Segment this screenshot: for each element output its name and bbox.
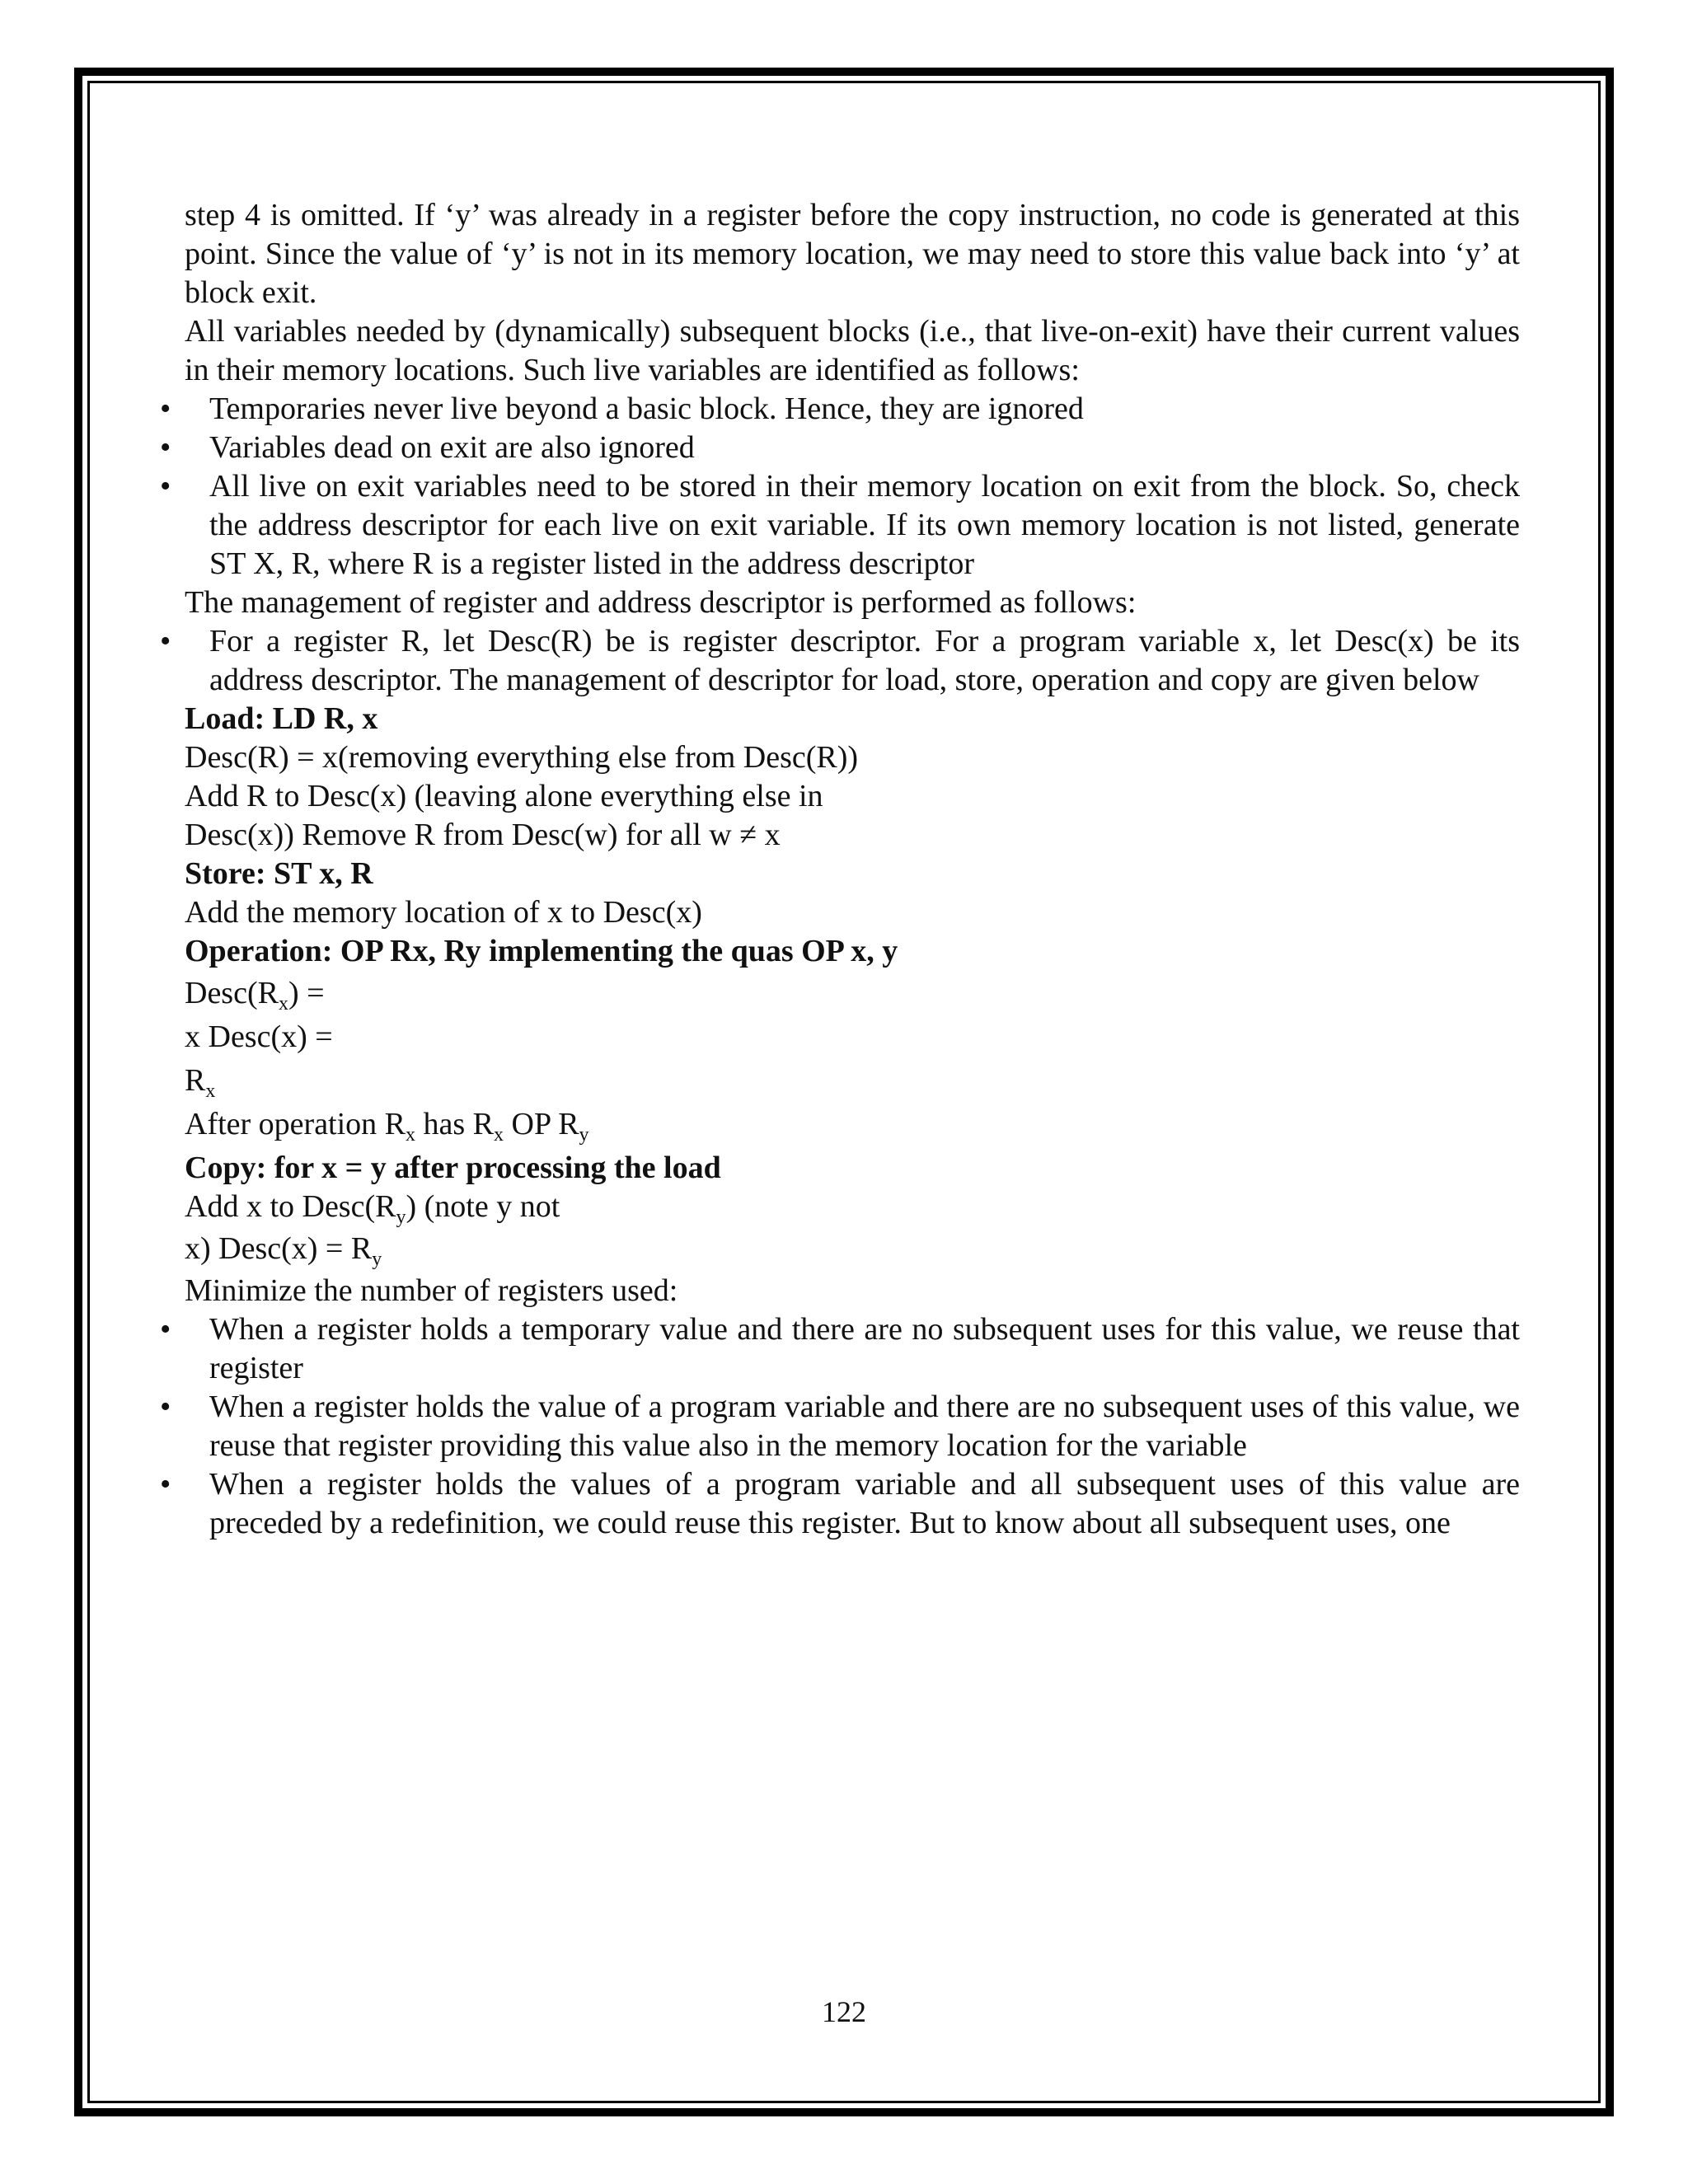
bullet-icon: •	[160, 1390, 171, 1424]
list-item	[160, 429, 1520, 467]
bullet-icon: •	[160, 624, 171, 658]
bullet-icon: •	[160, 1312, 171, 1347]
bullet-icon: •	[160, 469, 171, 504]
bullet-text: When a register holds the value of a program variable and there are no subsequent uses of this value, we reuse that register providing this value also in the memory location for the variable	[209, 1390, 1520, 1463]
paragraph-copy-note: step 4 is omitted. If ‘y’ was already in a register before the copy instruction, no code is generated at this point. Since the value of ‘y’ is not in its memory location, we may need to store this value back into ‘y’ at block exit.	[185, 198, 1520, 310]
store-heading: Store: ST x, R	[185, 856, 373, 891]
list-item	[160, 390, 1520, 429]
bullet-text: When a register holds the values of a program variable and all subsequent uses of this value are preceded by a redefinition, we could reuse this register. But to know about all subsequent uses, one	[209, 1467, 1520, 1540]
minimize-intro: Minimize the number of registers used:	[185, 1273, 678, 1308]
copy-heading: Copy: for x = y after processing the load	[185, 1151, 721, 1185]
list-item	[160, 467, 1520, 583]
operation-line: x Desc(x) =	[185, 1019, 333, 1054]
operation-line: After operation $R_x$ has $R_x$ OP $R_y$	[185, 1107, 589, 1146]
load-line: Desc(R) = x(removing everything else from Desc(R))	[185, 740, 859, 775]
list-item	[160, 1465, 1520, 1543]
copy-line: Add x to $Desc(R_y)$ (note y not	[185, 1189, 560, 1228]
list-item	[160, 1388, 1520, 1465]
operation-line: $Desc(R_x)$ =	[185, 976, 325, 1015]
load-heading: Load: LD R, x	[185, 701, 378, 736]
bullet-text: Temporaries never live beyond a basic block. Hence, they are ignored	[209, 391, 1084, 426]
bullet-icon: •	[160, 1467, 171, 1502]
bullet-text: Variables dead on exit are also ignored	[209, 430, 695, 465]
list-item	[160, 1310, 1520, 1388]
page-number: 122	[822, 1995, 866, 2028]
store-line: Add the memory location of x to Desc(x)	[185, 895, 702, 930]
copy-line: x) Desc(x) = $R_y$	[185, 1231, 382, 1270]
operation-line: $R_x$	[185, 1063, 216, 1102]
paragraph-live-variables: All variables needed by (dynamically) subsequent blocks (i.e., that live-on-exit) have their current values in their memory locations. Such live variables are identified as follows:	[185, 314, 1520, 387]
load-line: Desc(x)) Remove R from Desc(w) for all w ≠ x	[185, 818, 781, 852]
load-line: Add R to Desc(x) (leaving alone everything else in	[185, 779, 823, 813]
management-intro: The management of register and address descriptor is performed as follows:	[185, 585, 1137, 620]
bullet-icon: •	[160, 391, 171, 426]
operation-heading: Operation: OP Rx, Ry implementing the quas OP x, y	[185, 934, 898, 968]
bullet-text: For a register R, let Desc(R) be is register descriptor. For a program variable x, let Desc(x) be its address descriptor. The management of descriptor for load, store, operation and copy are given below	[209, 624, 1520, 697]
bullet-icon: •	[160, 430, 171, 465]
list-item	[160, 622, 1520, 700]
page-content	[160, 196, 1520, 1543]
bullet-text: All live on exit variables need to be stored in their memory location on exit from the block. So, check the address descriptor for each live on exit variable. If its own memory location is not listed, generate ST X, R, where R is a register listed in the address descriptor	[209, 469, 1520, 581]
bullet-text: When a register holds a temporary value and there are no subsequent uses for this value, we reuse that register	[209, 1312, 1520, 1385]
